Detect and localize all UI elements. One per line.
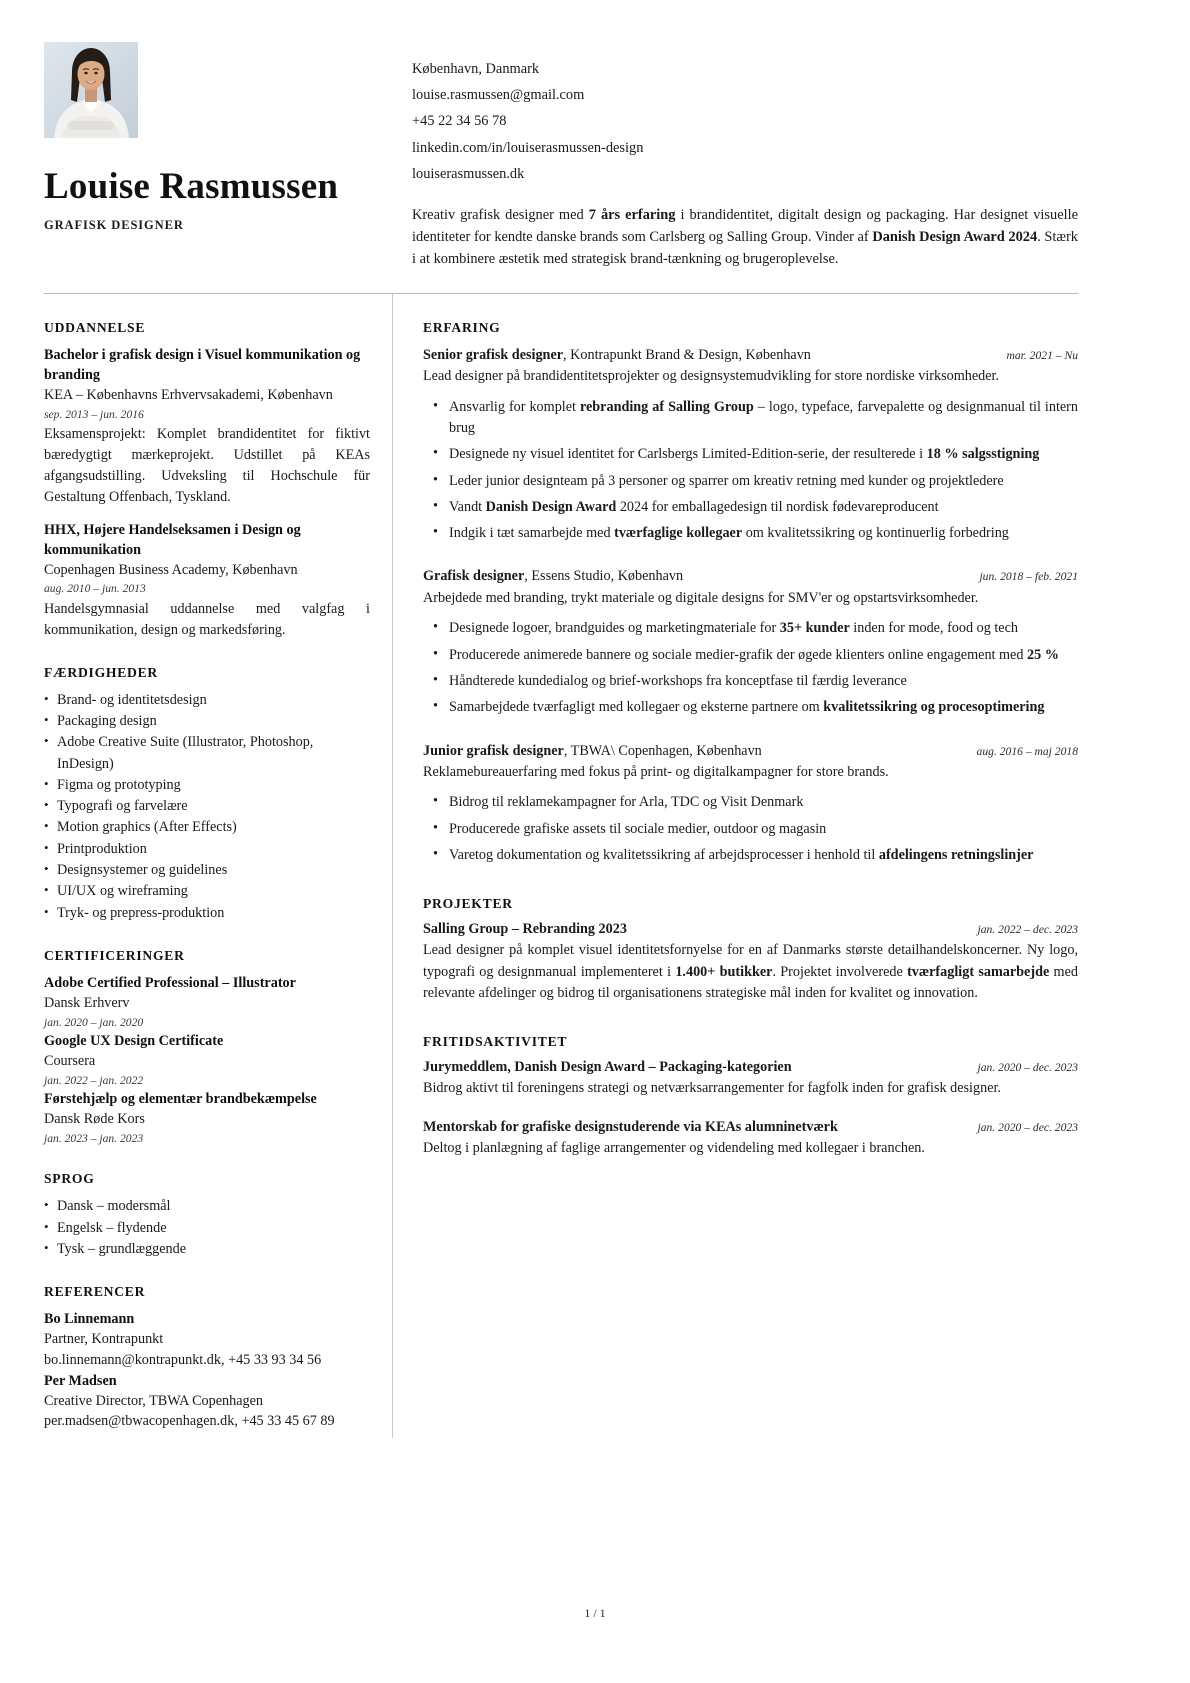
experience-entry <box>423 345 1078 545</box>
certification-issuer: Coursera <box>44 1053 96 1070</box>
education-description: Eksamensprojekt: Komplet brandidentitet for fiktivt bæredygtigt mærkeprojekt. Udstillet på KEAs afgangsudstilling. Udveksling til Hochschule für Gestaltung Offenbach, Tyskland. <box>44 426 370 505</box>
project-name: Salling Group – Rebranding 2023 <box>423 921 627 938</box>
list-item: • Producerede animerede bannere og sociale medier-grafik der øgede klienters online engagement med 25 % <box>423 645 1078 666</box>
job-title: GRAFISK DESIGNER <box>44 217 184 232</box>
experience-role: Grafisk designer, Essens Studio, København <box>423 568 684 585</box>
experience-role: Junior grafisk designer, TBWA\ Copenhagen, København <box>423 742 762 759</box>
experience-bullets <box>423 792 1078 866</box>
list-item: • Designede logoer, brandguides og marketingmateriale for 35+ kunder inden for mode, food og tech <box>423 618 1078 639</box>
left-column <box>44 294 392 1438</box>
experience-entry <box>423 741 1078 867</box>
project-entry <box>423 921 1078 1004</box>
list-item: • Typografi og farvelære <box>44 796 370 817</box>
page-title: Louise Rasmussen <box>44 166 339 207</box>
list-item: • Brand- og identitetsdesign <box>44 690 370 711</box>
certification-name: Google UX Design Certificate <box>44 1033 224 1050</box>
certification-date: jan. 2022 – jan. 2022 <box>44 1073 144 1087</box>
activity-name: Mentorskab for grafiske designstuderende via KEAs alumninetværk <box>423 1119 838 1136</box>
reference-contact[interactable]: bo.linnemann@kontrapunkt.dk, +45 33 93 34 56 <box>44 1351 322 1368</box>
section-education <box>44 320 370 641</box>
section-title-skills: FÆRDIGHEDER <box>44 664 158 680</box>
education-entry <box>44 345 370 508</box>
experience-date: aug. 2016 – maj 2018 <box>976 744 1078 758</box>
experience-date: mar. 2021 – Nu <box>1006 348 1078 362</box>
list-item: • Adobe Creative Suite (Illustrator, Photoshop, InDesign) <box>44 732 370 775</box>
right-column <box>392 294 1078 1438</box>
languages-list <box>44 1196 370 1260</box>
education-degree: Bachelor i grafisk design i Visuel kommunikation og branding <box>44 346 361 383</box>
contact-phone[interactable]: +45 22 34 56 78 <box>412 113 507 130</box>
section-experience <box>423 320 1078 867</box>
skills-list <box>44 690 370 924</box>
list-item: • Tysk – grundlæggende <box>44 1239 370 1260</box>
activity-entry <box>423 1119 1078 1159</box>
experience-summary: Reklamebureauerfaring med fokus på print- og digitalkampagner for store brands. <box>423 764 889 781</box>
education-school: KEA – Københavns Erhvervsakademi, København <box>44 387 333 404</box>
list-item: • Designede ny visuel identitet for Carlsbergs Limited-Edition-serie, der resulterede i 18 % salgsstigning <box>423 444 1078 465</box>
project-description: Lead designer på komplet visuel identitetsfornyelse for en af Danmarks største detailhandelskoncerner. Ny logo, typografi og designmanual implementeret i 1.400+ butikker. Projektet involverede tværfagligt samarbejde med relevante afdelinger og bidrog til organisationens strategiske mål inden for kvalitet og innovation. <box>423 942 1078 1001</box>
reference-entry <box>44 1309 370 1370</box>
profile-photo <box>44 42 138 138</box>
experience-header <box>423 345 1078 366</box>
experience-header <box>423 741 1078 762</box>
list-item: • Håndterede kundedialog og brief-workshops fra konceptfase til færdig leverance <box>423 671 1078 692</box>
list-item: • Motion graphics (After Effects) <box>44 817 370 838</box>
certification-issuer: Dansk Erhverv <box>44 995 130 1012</box>
reference-role: Partner, Kontrapunkt <box>44 1331 164 1348</box>
contact-email[interactable]: louise.rasmussen@gmail.com <box>412 87 585 104</box>
list-item: • Dansk – modersmål <box>44 1196 370 1217</box>
activity-entry <box>423 1059 1078 1099</box>
section-title-languages: SPROG <box>44 1171 95 1187</box>
experience-role: Senior grafisk designer, Kontrapunkt Brand & Design, København <box>423 346 811 363</box>
reference-entry <box>44 1371 370 1432</box>
list-item: • Vandt Danish Design Award 2024 for emballagedesign til nordisk fødevareproducent <box>423 497 1078 518</box>
list-item: • Designsystemer og guidelines <box>44 860 370 881</box>
section-title-references: REFERENCER <box>44 1284 146 1300</box>
section-title-activities: FRITIDSAKTIVITET <box>423 1034 568 1050</box>
section-activities <box>423 1034 1078 1160</box>
experience-header <box>423 566 1078 587</box>
education-school: Copenhagen Business Academy, København <box>44 561 298 578</box>
list-item: • Figma og prototyping <box>44 775 370 796</box>
reference-role: Creative Director, TBWA Copenhagen <box>44 1392 264 1409</box>
certification-entry <box>44 973 370 1031</box>
section-languages <box>44 1171 370 1260</box>
section-title-certifications: CERTIFICERINGER <box>44 947 185 963</box>
certification-issuer: Dansk Røde Kors <box>44 1111 145 1128</box>
list-item: • Packaging design <box>44 711 370 732</box>
section-title-projects: PROJEKTER <box>423 896 513 912</box>
activity-header <box>423 1059 1078 1076</box>
list-item: • Samarbejdede tværfagligt med kollegaer og eksterne partnere om kvalitetssikring og procesoptimering <box>423 697 1078 718</box>
list-item: • Engelsk – flydende <box>44 1218 370 1239</box>
activity-date: jan. 2020 – dec. 2023 <box>977 1121 1078 1135</box>
reference-contact[interactable]: per.madsen@tbwacopenhagen.dk, +45 33 45 67 89 <box>44 1413 335 1430</box>
experience-bullets <box>423 397 1078 545</box>
activity-description: Bidrog aktivt til foreningens strategi og netværksarrangementer for fagfolk inden for grafisk designer. <box>423 1080 1001 1097</box>
header-contact-block <box>404 42 1078 271</box>
list-item: • UI/UX og wireframing <box>44 881 370 902</box>
contact-linkedin[interactable]: linkedin.com/in/louiserasmussen-design <box>412 139 644 156</box>
section-certifications <box>44 948 370 1147</box>
contact-location: København, Danmark <box>412 61 540 77</box>
list-item: • Printproduktion <box>44 839 370 860</box>
experience-date: jun. 2018 – feb. 2021 <box>979 570 1078 584</box>
activity-name: Jurymeddlem, Danish Design Award – Packaging-kategorien <box>423 1059 792 1076</box>
activity-date: jan. 2020 – dec. 2023 <box>977 1061 1078 1075</box>
section-references <box>44 1284 370 1432</box>
section-skills <box>44 665 370 924</box>
profile-summary: Kreativ grafisk designer med 7 års erfaring i brandidentitet, digitalt design og packaging. Har designet visuelle identiteter for kendte danske brands som Carlsberg og Salling Group. Vinder af Danish Design Award 2024. Stærk i at kombinere æstetik med strategisk brand-tænkning og brugeroplevelse. <box>412 207 1079 267</box>
contact-list <box>412 56 1078 187</box>
certification-date: jan. 2020 – jan. 2020 <box>44 1015 144 1029</box>
experience-summary: Lead designer på brandidentitetsprojekter og designsystemudvikling for store nordiske virksomheder. <box>423 368 1000 385</box>
reference-name: Per Madsen <box>44 1372 117 1389</box>
activity-description: Deltog i planlægning af faglige arrangementer og videndeling med kollegaer i branchen. <box>423 1140 925 1157</box>
list-item: • Indgik i tæt samarbejde med tværfaglige kollegaer om kvalitetssikring og kontinuerlig forbedring <box>423 523 1078 544</box>
list-item: • Tryk- og prepress-produktion <box>44 903 370 924</box>
list-item: • Producerede grafiske assets til sociale medier, outdoor og magasin <box>423 819 1078 840</box>
contact-website[interactable]: louiserasmussen.dk <box>412 165 525 182</box>
education-date: aug. 2010 – jun. 2013 <box>44 582 146 596</box>
list-item: • Varetog dokumentation og kvalitetssikring af arbejdsprocesser i henhold til afdelingens retningslinjer <box>423 845 1078 866</box>
project-date: jan. 2022 – dec. 2023 <box>977 923 1078 937</box>
section-projects <box>423 896 1078 1004</box>
section-title-education: UDDANNELSE <box>44 319 146 335</box>
experience-summary: Arbejdede med branding, trykt materiale og digitale designs for SMV'er og opstartsvirksomheder. <box>423 590 979 607</box>
section-title-experience: ERFARING <box>423 319 501 335</box>
experience-bullets <box>423 618 1078 718</box>
resume-header <box>44 30 1078 271</box>
resume-columns <box>44 294 1078 1438</box>
certification-name: Adobe Certified Professional – Illustrator <box>44 974 296 991</box>
experience-entry <box>423 566 1078 718</box>
header-identity <box>44 42 404 233</box>
reference-name: Bo Linnemann <box>44 1311 135 1328</box>
education-degree: HHX, Højere Handelseksamen i Design og kommunikation <box>44 521 301 558</box>
certification-name: Førstehjælp og elementær brandbekæmpelse <box>44 1091 317 1108</box>
list-item: • Bidrog til reklamekampagner for Arla, TDC og Visit Denmark <box>423 792 1078 813</box>
education-date: sep. 2013 – jun. 2016 <box>44 407 144 421</box>
project-header <box>423 921 1078 938</box>
education-description: Handelsgymnasial uddannelse med valgfag i kommunikation, design og markedsføring. <box>44 600 370 638</box>
certification-entry <box>44 1031 370 1089</box>
education-entry <box>44 520 370 641</box>
certification-date: jan. 2023 – jan. 2023 <box>44 1131 144 1145</box>
list-item: • Leder junior designteam på 3 personer og sparrer om kreativ retning med kunder og projektledere <box>423 471 1078 492</box>
page-footer: 1 / 1 <box>584 1606 606 1620</box>
list-item: • Ansvarlig for komplet rebranding af Salling Group – logo, typeface, farvepalette og designmanual til intern brug <box>423 397 1078 440</box>
certification-entry <box>44 1089 370 1147</box>
activity-header <box>423 1119 1078 1136</box>
